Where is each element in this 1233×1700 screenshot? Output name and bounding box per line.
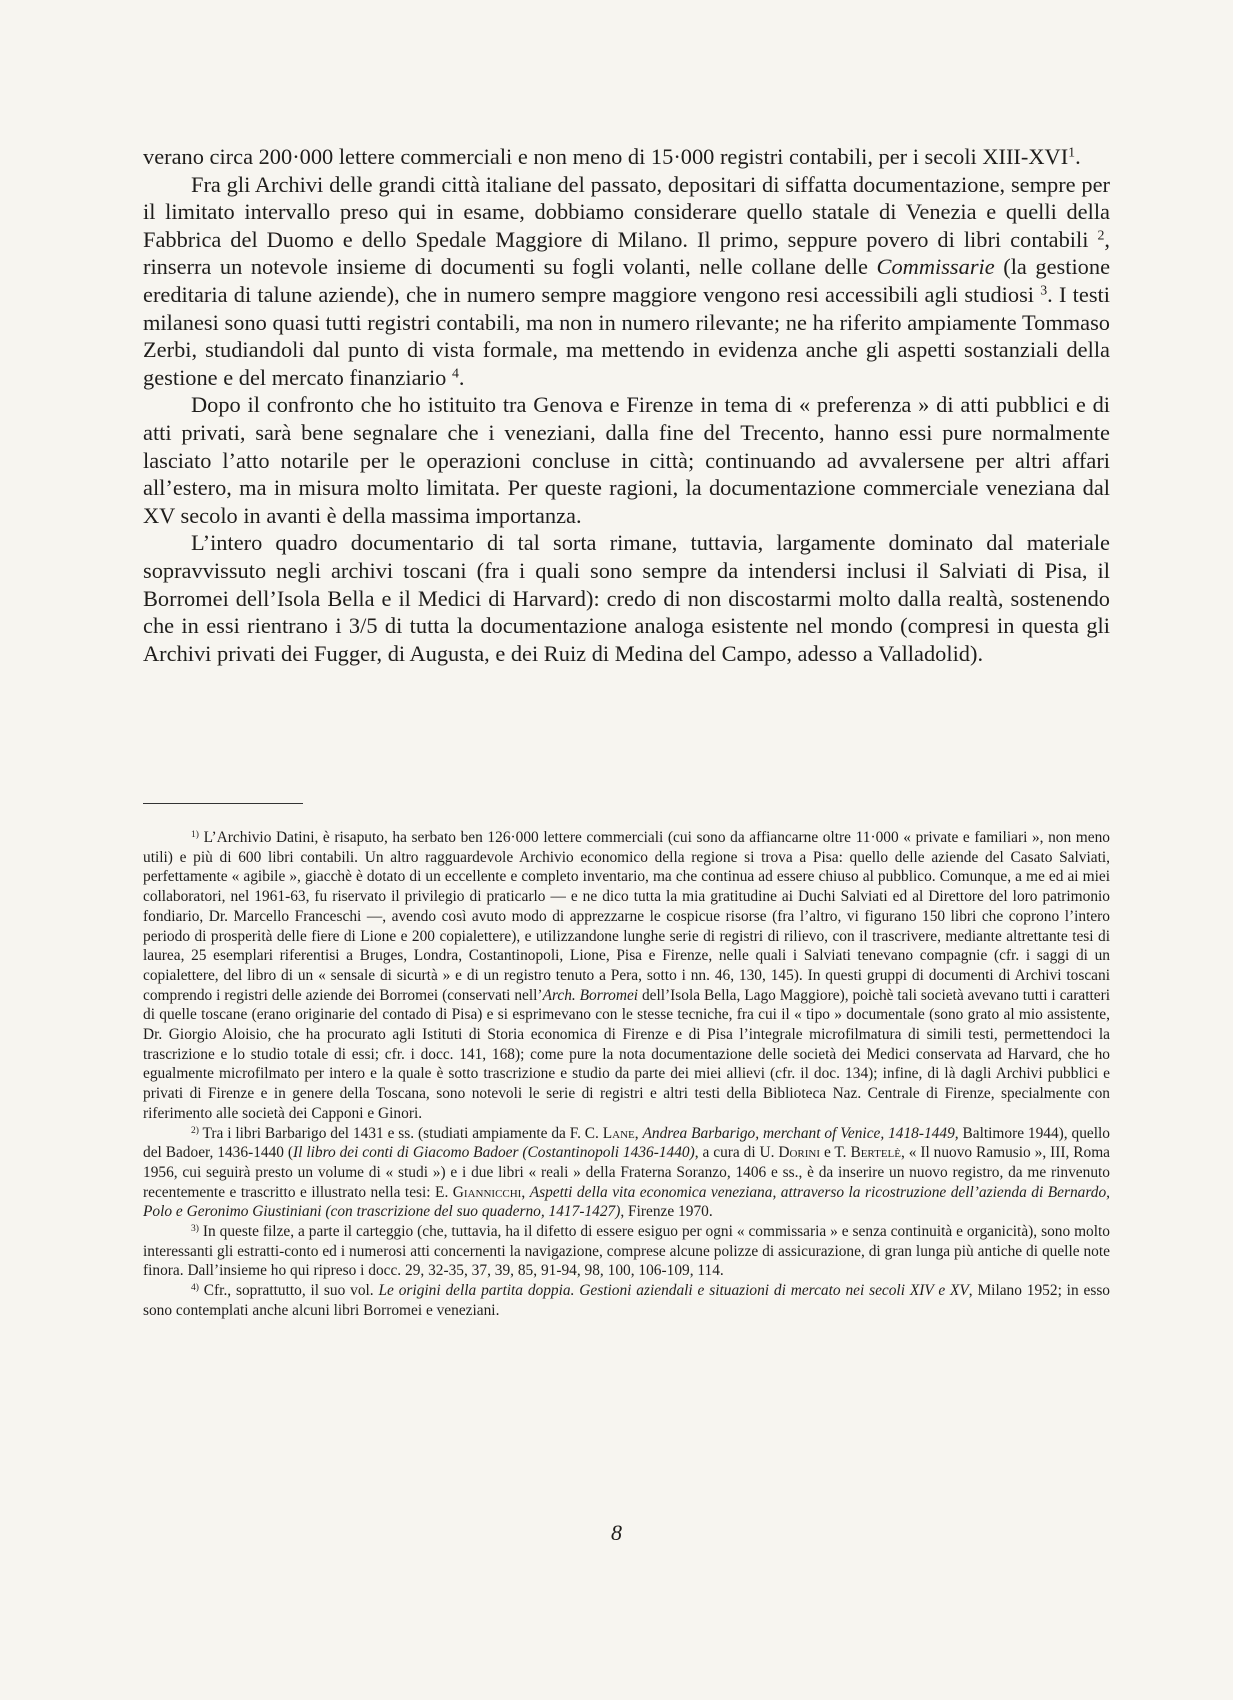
footnote-ref-3: 3 xyxy=(1040,283,1048,299)
page-number: 8 xyxy=(611,1520,622,1545)
paragraph-2: Fra gli Archivi delle grandi città italiane del passato, depositari di siffatta documentazione, sempre per il limitato intervallo preso qui in esame, dobbiamo considerare quello statale di Venezia e quelli della Fabbrica del Duomo e dello Spedale Maggiore di Milano. Il primo, seppure povero di libri contabili $^2$, rinserra un notevole insieme di documenti su fogli volanti, nelle collane delle Commissarie (la gestione ereditaria di talune aziende), che in numero sempre maggiore vengono resi accessibili agli studiosi $^3$. I testi milanesi sono quasi tutti registri contabili, ma non in numero rilevante; ne ha riferito ampiamente Tommaso Zerbi, studiandoli dal punto di vista formale, ma mettendo in evidenza anche gli aspetti sostanziali della gestione e del mercato finanziario $^4$. xyxy=(143,171,1111,390)
paragraph-3: Dopo il confronto che ho istituito tra Genova e Firenze in tema di « preferenza » di atti pubblici e di atti privati, sarà bene segnalare che i veneziani, dalla fine del Trecento, hanno essi pure normalmente lasciato l’atto notarile per le operazioni concluse in città; continuando ad avvalersene per altri affari all’estero, ma in misura molto limitata. Per queste ragioni, la documentazione commerciale veneziana dal XV secolo in avanti è della massima importanza. xyxy=(143,392,1110,528)
paragraph-4: L’intero quadro documentario di tal sorta rimane, tuttavia, largamente dominato dal materiale sopravvissuto negli archivi toscani (fra i quali sono sempre da intendersi inclusi il Salviati di Pisa, il Borromei dell’Isola Bella e il Medici di Harvard): credo di non discostarmi molto dalla realtà, sostenendo che in essi rientrano i 3/5 di tutta la documentazione analoga esistente nel mondo (compresi in questa gli Archivi privati dei Fugger, di Augusta, e dei Ruiz di Medina del Campo, adesso a Valladolid). xyxy=(143,530,1110,666)
footnote-2: $^{2)}$ Tra i libri Barbarigo del 1431 e ss. (studiati ampiamente da F. C. Lane, Andrea Barbarigo, merchant of Venice, 1418-1449, Baltimore 1944), quello del Badoer, 1436-1440 (Il libro dei conti di Giacomo Badoer (Costantinopoli 1436-1440), a cura di U. Dorini e T. Bertelè, « Il nuovo Ramusio », III, Roma 1956, cui seguirà presto un volume di « studi ») e i due libri « reali » della Fraterna Soranzo, 1406 e ss., è da inserire un nuovo registro, da me rinvenuto recentemente e trascritto e illustrato nella tesi: E. Giannicchi, Aspetti della vita economica veneziana, attraverso la ricostruzione dell’azienda di Bernardo, Polo e Geronimo Giustiniani (con trascrizione del suo quaderno, 1417-1427), Firenze 1970. xyxy=(143,1124,1111,1221)
main-text xyxy=(143,143,1110,667)
footnote-separator xyxy=(143,803,303,804)
footnote-4: $^{4)}$ Cfr., soprattutto, il suo vol. Le origini della partita doppia. Gestioni aziendali e situazioni di mercato nei secoli XIV e XV, Milano 1952; in esso sono contemplati anche alcuni libri Borromei e veneziani. xyxy=(143,1281,1111,1319)
footnote-ref-2: 2 xyxy=(1097,228,1105,244)
footnote-ref-4: 4 xyxy=(451,366,459,382)
paragraph-1: verano circa 200·000 lettere commerciali e non meno di 15·000 registri contabili, per i secoli XIII-XVI$^1$. xyxy=(143,144,1081,169)
footnote-1: $^{1)}$ L’Archivio Datini, è risaputo, ha serbato ben 126·000 lettere commerciali (cui sono da affiancarne oltre 11·000 « private e familiari », non meno utili) e più di 600 libri contabili. Un altro ragguardevole Archivio economico della regione si trova a Pisa: quello delle aziende del Casato Salviati, perfettamente « agibile », giacchè è dotato di un eccellente e completo inventario, ma che continua ad essere chiuso al pubblico. Comunque, a me ed ai miei collaboratori, nel 1961-63, fu riservato il privilegio di praticarlo — e ne dico tutta la mia gratitudine ai Duchi Salviati ed al Direttore del loro patrimonio fondiario, Dr. Marcello Franceschi —, avendo così avuto modo di apprezzarne le cospicue risorse (fra l’altro, vi figurano 150 libri che coprono l’intero periodo di prosperità delle fiere di Lione e 200 copialettere), e utilizzandone lunghe serie di registri di rilievo, con il trascrivere, mediante altrettante tesi di laurea, 25 esemplari riferentisi a Bruges, Londra, Costantinopoli, Lione, Pisa e Firenze, nelle quali i Salviati tenevano compagnie (cfr. i saggi di un copialettere, del libro di un « sensale di sicurtà » e di un registro tenuto a Pera, sotto i nn. 46, 130, 145). In questi gruppi di documenti di Archivi toscani comprendo i registri delle aziende dei Borromei (conservati nell’Arch. Borromei dell’Isola Bella, Lago Maggiore), poichè tali società avevano tutti i caratteri di quelle toscane (erano originarie del contado di Pisa) e si esprimevano con le stesse tecniche, fra cui il « tipo » documentale (sono grato al mio assistente, Dr. Giorgio Aloisio, che ha procurato agli Istituti di Storia economica di Firenze e di Pisa l’integrale microfilmatura di simili testi, permettendoci la trascrizione e lo studio totale di essi; cfr. i docc. 141, 168); come pure la nota documentazione delle società dei Medici conservata ad Harvard, che ho egualmente microfilmato per intero e la quale è sotto trascrizione e studio da parte dei miei allievi (cfr. il doc. 134); infine, di là dagli Archivi pubblici e privati di Firenze e in genere della Toscana, sono notevoli le serie di registri e altri testi della Biblioteca Naz. Centrale di Firenze, specialmente con riferimento alle società dei Capponi e Ginori. xyxy=(143,828,1110,1122)
footnote-3: $^{3)}$ In queste filze, a parte il carteggio (che, tuttavia, ha il difetto di essere esiguo per ogni « commissaria » e senza continuità e organicità), sono molto interessanti gli estratti-conto ed i numerosi atti concernenti la navigazione, comprese alcune polizze di assicurazione, di gran lunga più antiche di quelle note finora. Dall’insieme ho qui ripreso i docc. 29, 32-35, 37, 39, 85, 91-94, 98, 100, 106-109, 114. xyxy=(143,1222,1110,1280)
footnotes xyxy=(143,828,1110,1321)
footnote-ref-1: 1 xyxy=(1068,145,1076,161)
